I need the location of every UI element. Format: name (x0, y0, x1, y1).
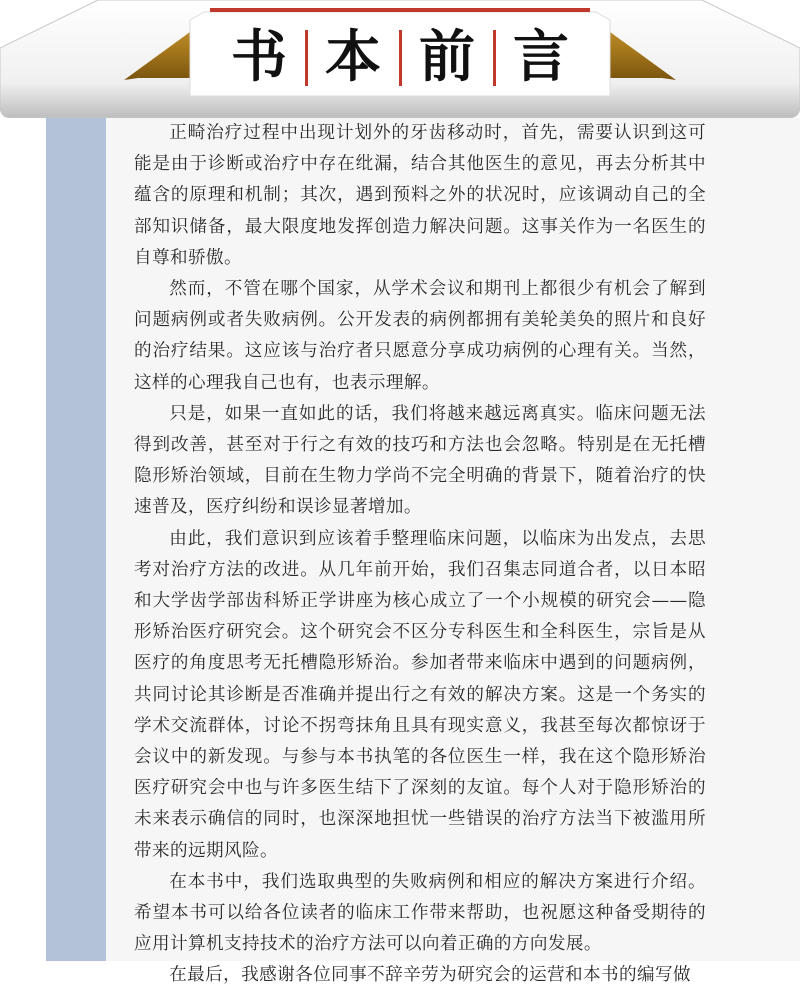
paragraph: 由此，我们意识到应该着手整理临床问题，以临床为出发点，去思考对治疗方法的改进。从几年前开始，我们召集志同道合者，以日本昭和大学齿学部齿科矫正学讲座为核心成立了一个小规模的研究会——隐形矫治医疗研究会。这个研究会不区分专科医生和全科医生，宗旨是从医疗的角度思考无托槽隐形矫治。参加者带来临床中遇到的问题病例，共同讨论其诊断是否准确并提出行之有效的解决方案。这是一个务实的学术交流群体，讨论不拐弯抹角且具有现实意义，我甚至每次都惊讶于会议中的新发现。与参与本书执笔的各位医生一样，我在这个隐形矫治医疗研究会中也与许多医生结下了深刻的友谊。每个人对于隐形矫治的未来表示确信的同时，也深深地担忧一些错误的治疗方法当下被滥用所带来的远期风险。 (134, 528, 706, 861)
paragraph: 然而，不管在哪个国家，从学术会议和期刊上都很少有机会了解到问题病例或者失败病例。公开发表的病例都拥有美轮美奂的照片和良好的治疗结果。这应该与治疗者只愿意分享成功病例的心理有关。当然，这样的心理我自己也有，也表示理解。 (134, 279, 706, 393)
title-char: 言 (513, 25, 569, 90)
title-divider (399, 30, 402, 86)
title-divider (493, 30, 496, 86)
paragraph: 在本书中，我们选取典型的失败病例和相应的解决方案进行介绍。希望本书可以给各位读者的临床工作带来帮助，也祝愿这种备受期待的应用计算机支持技术的治疗方法可以向着正确的方向发展。 (134, 871, 706, 955)
title-char: 本 (325, 25, 381, 90)
paragraph: 在最后，我感谢各位同事不辞辛劳为研究会的运营和本书的编写做 (169, 965, 692, 986)
paragraph: 只是，如果一直如此的话，我们将越来越远离真实。临床问题无法得到改善，甚至对于行之有效的技巧和方法也会忽略。特别是在无托槽隐形矫治领域，目前在生物力学尚不完全明确的背景下，随着治疗的快速普及，医疗纠纷和误诊显著增加。 (134, 403, 706, 518)
preface-body (134, 118, 706, 992)
header-banner (0, 0, 800, 118)
title-char: 书 (231, 25, 287, 90)
page-title (218, 18, 582, 98)
paragraph: 正畸治疗过程中出现计划外的牙齿移动时，首先，需要认识到这可能是由于诊断或治疗中存在纰漏，结合其他医生的意见，再去分析其中蕴含的原理和机制；其次，遇到预料之外的状况时，应该调动自己的全部知识储备，最大限度地发挥创造力解决问题。这事关作为一名医生的自尊和骄傲。 (134, 123, 706, 268)
side-color-strip (46, 118, 106, 961)
title-divider (305, 30, 308, 86)
title-char: 前 (419, 25, 475, 90)
